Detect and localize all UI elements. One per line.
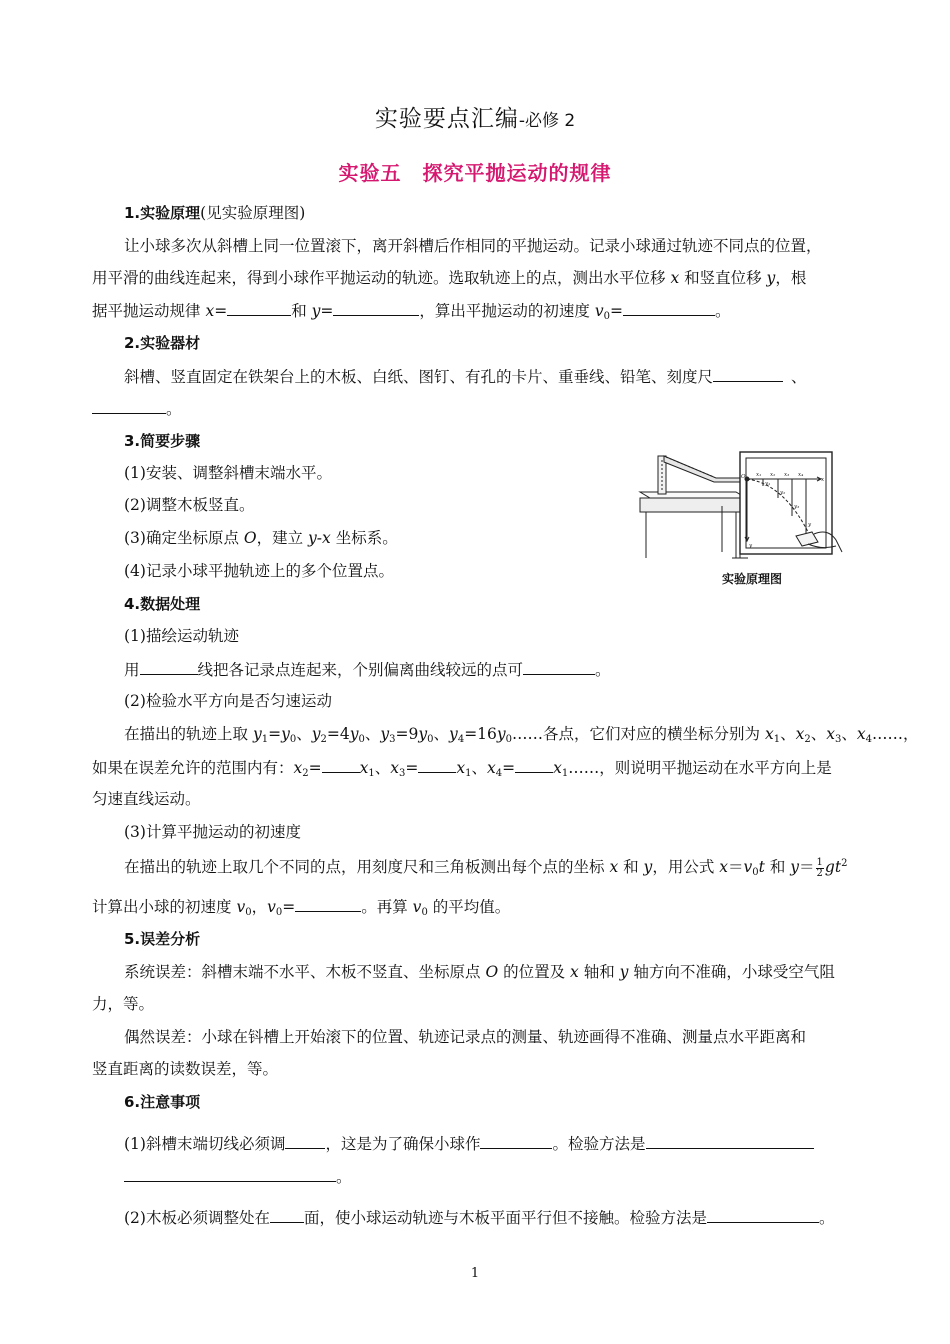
- fig-label-x3: x₃: [784, 472, 790, 478]
- fig-label-y2: y₂: [780, 490, 786, 496]
- section-1-line-2: 用平滑的曲线连起来，得到小球作平抛运动的轨迹。选取轨迹上的点，测出水平位移 x 和竖直位移 y，根: [92, 269, 807, 287]
- blank-x3-ratio[interactable]: [418, 757, 456, 773]
- experiment-diagram: [636, 448, 848, 564]
- section-4-heading: 4.数据处理: [124, 595, 201, 613]
- section-1-line-1: 让小球多次从斜槽上同一位置滚下，离开斜槽后作相同的平抛运动。记录小球通过轨迹不同点的位置，: [124, 237, 822, 255]
- blank-equipment-1[interactable]: [713, 366, 783, 382]
- data-sub-1: (1)描绘运动轨迹: [124, 627, 239, 645]
- section-1-line-3: 据平抛运动规律 x= 和 y= ，算出平抛运动的初速度 $v_0=$ 。: [92, 302, 731, 322]
- note-2-line-1: (2)木板必须调整处在 面，使小球运动轨迹与木板平面平行但不接触。检验方法是 。: [124, 1209, 835, 1227]
- blank-x2-ratio[interactable]: [322, 757, 360, 773]
- data-sub-2-line-1: 在描出的轨迹上取 $y_1=y_0$、$y_2=4y_0$、$y_3=9y_0$、$y_4=16y_0\dots\dots$各点，它们对应的横坐标分别为 $x_1$、$x_2$、$x_3$、$x_4\dots\dots$，: [124, 725, 919, 745]
- step-1: (1)安装、调整斜槽末端水平。: [124, 464, 332, 482]
- blank-check-method-2[interactable]: [707, 1207, 819, 1223]
- figure-caption: 实验原理图: [722, 572, 783, 586]
- systematic-error-line-1: 系统误差：斜槽末端不水平、木板不竖直、坐标原点 O 的位置及 x 轴和 y 轴方向不准确，小球受空气阻: [124, 963, 835, 981]
- section-2-line-1: 斜槽、竖直固定在铁架台上的木板、白纸、图钉、有孔的卡片、重垂线、铅笔、刻度尺 、: [124, 368, 807, 386]
- fig-label-y4: y: [808, 522, 812, 528]
- blank-v0-expression[interactable]: [295, 896, 361, 912]
- systematic-error-line-2: 力，等。: [92, 995, 155, 1013]
- fig-label-y: y: [749, 543, 753, 549]
- section-5-heading: 5.误差分析: [124, 930, 201, 948]
- note-1-line-1: (1)斜槽末端切线必须调 ，这是为了确保小球作 。检验方法是: [124, 1133, 894, 1154]
- section-6-heading: 6.注意事项: [124, 1093, 201, 1111]
- blank-x-formula[interactable]: [227, 300, 291, 316]
- fig-label-x4: x₄: [798, 472, 804, 478]
- blank-board-plane[interactable]: [270, 1207, 304, 1223]
- fig-label-x: x: [821, 477, 825, 483]
- blank-v0-formula[interactable]: [623, 300, 715, 316]
- note-1-line-2: 。: [124, 1166, 894, 1187]
- step-2: (2)调整木板竖直。: [124, 496, 255, 514]
- fig-label-y3: y₃: [794, 504, 800, 510]
- fig-label-o: O: [741, 474, 746, 480]
- experiment-title: 实验五 探究平抛运动的规律: [338, 161, 612, 185]
- step-4: (4)记录小球平抛轨迹上的多个位置点。: [124, 562, 394, 580]
- random-error-line-1: 偶然误差：小球在钭槽上开始滚下的位置、轨迹记录点的测量、轨迹画得不准确、测量点水平距离和: [124, 1028, 807, 1046]
- blank-y-formula[interactable]: [333, 300, 419, 316]
- random-error-line-2: 竖直距离的读数误差，等。: [92, 1060, 279, 1078]
- blank-equipment-2[interactable]: [92, 398, 166, 414]
- data-sub-3: (3)计算平抛运动的初速度: [124, 823, 301, 841]
- data-sub-2-line-3: 匀速直线运动。: [92, 790, 201, 808]
- data-sub-3-line-1: 在描出的轨迹上取几个不同的点，用刻度尺和三角板测出每个点的坐标 x 和 y，用公式 $x=v_0t$ 和 y＝ $\frac{1}{2}$ $gt^2$: [124, 856, 848, 879]
- step-3: (3)确定坐标原点 O，建立 y-x 坐标系。: [124, 529, 398, 547]
- blank-check-method-1b[interactable]: [124, 1166, 336, 1182]
- section-1-heading: 1.实验原理(见实验原理图): [124, 204, 306, 222]
- data-sub-2-line-2: 如果在误差允许的范围内有：$x_2= x_1$、$x_3= x_1$、$x_4=$ $x_1\dots\dots$，则说明平抛运动在水平方向上是: [92, 759, 832, 779]
- data-sub-3-line-2: 计算出小球的初速度 $v_0$，$v_0=$ 。再算 $v_0$ 的平均值。: [92, 898, 511, 918]
- section-2-heading: 2.实验器材: [124, 334, 201, 352]
- fig-label-x1: x₁: [756, 472, 762, 478]
- blank-chute-adjust[interactable]: [285, 1133, 325, 1149]
- blank-check-method-1a[interactable]: [646, 1133, 814, 1149]
- data-sub-1-line: 用 线把各记录点连起来，个别偏离曲线较远的点可 。: [124, 661, 611, 679]
- blank-x4-ratio[interactable]: [515, 757, 553, 773]
- blank-curve-type[interactable]: [140, 659, 198, 675]
- section-3-heading: 3.简要步骤: [124, 432, 201, 450]
- blank-outlier-action[interactable]: [523, 659, 595, 675]
- fig-label-x2: x₂: [770, 472, 776, 478]
- page-number: 1: [470, 1266, 480, 1281]
- page-title: 实验要点汇编-必修 2: [374, 106, 576, 132]
- blank-motion-type[interactable]: [480, 1133, 552, 1149]
- data-sub-2: (2)检验水平方向是否匀速运动: [124, 692, 332, 710]
- section-2-line-2: 。: [92, 398, 862, 419]
- fig-label-y1: y₁: [765, 481, 771, 487]
